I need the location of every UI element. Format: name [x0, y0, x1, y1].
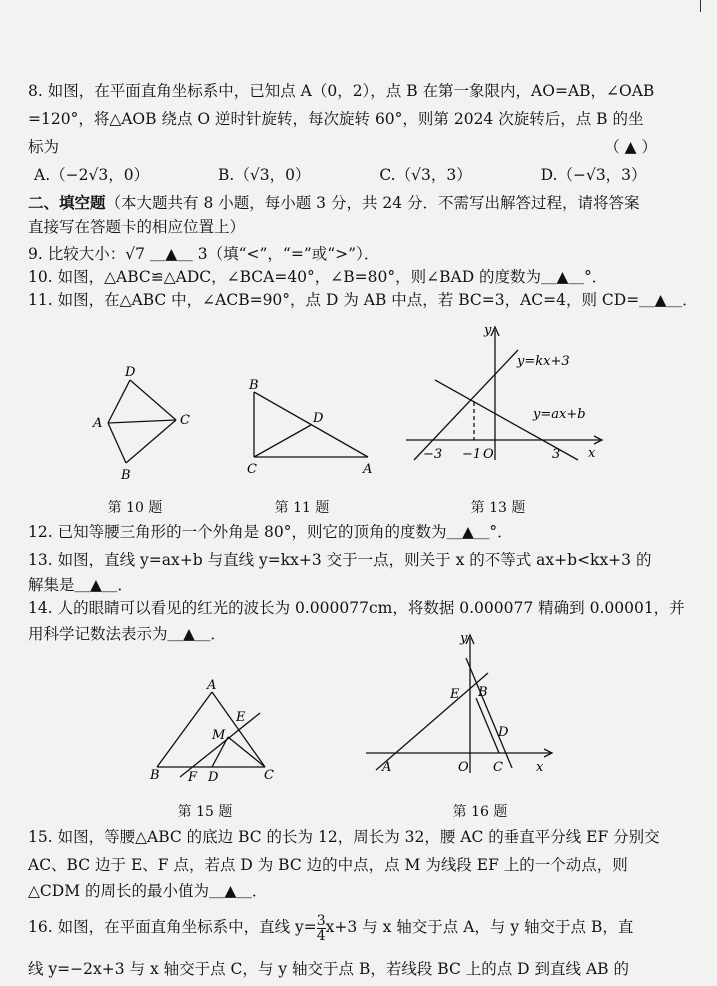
caption-fig11: 第 11 题 — [274, 500, 330, 516]
fig11-label-c: C — [247, 462, 257, 477]
fig13-tick-neg3: −3 — [423, 447, 443, 462]
q8-answer-mark: （ ▲ ） — [604, 138, 657, 156]
fig13-label-line1: y=kx+3 — [517, 354, 570, 369]
fig15-label-a: A — [207, 678, 217, 693]
q10: 10. 如图，△ABC≌△ADC，∠BCA=40°，∠B=80°，则∠BAD 的度数为＿▲＿°． — [28, 268, 608, 286]
q16-frac-den: 4 — [316, 927, 326, 944]
q16-prefix: 16. 如图，在平面直角坐标系中，直线 y= — [28, 918, 317, 936]
fig13-tick-3: 3 — [552, 447, 561, 462]
q8-option-b: B.（√3，0） — [218, 166, 311, 184]
q16-line1 — [28, 912, 687, 943]
figure-10 — [90, 360, 200, 485]
q16-suffix: x+3 与 x 轴交于点 A，与 y 轴交于点 B，直 — [325, 918, 634, 936]
q8-line3 — [28, 136, 687, 158]
q8-option-a: A.（−2√3，0） — [34, 166, 150, 184]
caption-fig16: 第 16 题 — [452, 804, 508, 820]
caption-fig15: 第 15 题 — [177, 804, 233, 820]
q13-line2: 解集是＿▲＿． — [28, 576, 133, 594]
q16-frac-num: 3 — [316, 912, 326, 929]
q8-option-d: D.（−√3，3） — [540, 166, 647, 184]
q16-line2: 线 y=−2x+3 与 x 轴交于点 C，与 y 轴交于点 B，若线段 BC 上的点 D 到直线 AB 的 — [28, 960, 629, 978]
fig13-tick-neg1: −1 — [462, 447, 482, 462]
q8-options — [34, 164, 687, 186]
q15-line3: △CDM 的周长的最小值为＿▲＿． — [28, 882, 268, 900]
fig10-label-b: B — [121, 468, 131, 483]
fig15-label-m: M — [212, 728, 226, 743]
figure-16 — [360, 628, 555, 778]
q8-line2: =120°，将△AOB 绕点 O 逆时针旋转，每次旋转 60°，则第 2024 次旋转后，点 B 的坐 — [28, 110, 644, 128]
q8-line1: 8. 如图，在平面直角坐标系中，已知点 A（0，2），点 B 在第一象限内，AO=AB，∠OAB — [28, 82, 655, 100]
fig13-label-y: y — [484, 323, 492, 338]
fig16-label-o: O — [458, 760, 469, 775]
fig15-label-f: F — [188, 770, 198, 785]
caption-fig13: 第 13 题 — [470, 500, 526, 516]
fig10-label-a: A — [93, 416, 103, 431]
fig16-label-d: D — [498, 725, 509, 740]
section2-desc1: （本大题共有 8 小题，每小题 3 分，共 24 分．不需写出解答过程，请将答案 — [105, 194, 640, 212]
fig16-label-c: C — [493, 760, 503, 775]
section2-desc2: 直接写在答题卡的相应位置上） — [28, 218, 246, 236]
q8-line3-text: 标为 — [28, 138, 60, 156]
figure-11 — [240, 375, 385, 480]
fig16-label-e: E — [450, 687, 460, 702]
fig13-label-x: x — [588, 446, 596, 461]
page-edge-mark — [700, 0, 701, 12]
q13-line1: 13. 如图，直线 y=ax+b 与直线 y=kx+3 交于一点，则关于 x 的不等式 ax+b<kx+3 的 — [28, 551, 652, 569]
q14-line1: 14. 人的眼睛可以看见的红光的波长为 0.000077cm，将数据 0.000077 精确到 0.00001，并 — [28, 599, 685, 617]
fig11-label-a: A — [363, 462, 373, 477]
fig16-label-x: x — [536, 760, 544, 775]
fig11-label-d: D — [313, 411, 324, 426]
figure-13 — [400, 320, 610, 470]
section2-header — [28, 192, 687, 214]
fig16-label-y: y — [460, 631, 468, 646]
fig15-label-d: D — [208, 770, 219, 785]
q12: 12. 已知等腰三角形的一个外角是 80°，则它的顶角的度数为＿▲＿°． — [28, 523, 513, 541]
fig15-label-e: E — [236, 710, 246, 725]
figure-15 — [140, 675, 290, 785]
fig16-label-b: B — [478, 685, 488, 700]
q15-line2: AC、BC 边于 E、F 点，若点 D 为 BC 边的中点，点 M 为线段 EF 上的一个动点，则 — [28, 856, 628, 874]
fig11-label-b: B — [249, 378, 259, 393]
fig16-label-a: A — [382, 760, 392, 775]
q15-line1: 15. 如图，等腰△ABC 的底边 BC 的长为 12，周长为 32，腰 AC 的垂直平分线 EF 分别交 — [28, 828, 660, 846]
q9: 9. 比较大小：√7 ＿▲＿ 3（填“<”，“=”或“>”）． — [28, 245, 380, 263]
fig13-origin: O — [483, 447, 494, 462]
q14-line2: 用科学记数法表示为＿▲＿． — [28, 625, 226, 643]
fig10-label-c: C — [180, 413, 190, 428]
q8-option-c: C.（√3，3） — [379, 166, 472, 184]
q16-fraction — [317, 914, 326, 943]
section2-title: 二、填空题 — [28, 193, 106, 212]
fig15-label-c: C — [264, 768, 274, 783]
fig10-label-d: D — [125, 365, 136, 380]
fig13-label-line2: y=ax+b — [533, 407, 586, 422]
caption-fig10: 第 10 题 — [107, 500, 163, 516]
fig15-label-b: B — [150, 768, 160, 783]
q11: 11. 如图，在△ABC 中，∠ACB=90°，点 D 为 AB 中点，若 BC=3，AC=4，则 CD=＿▲＿． — [28, 291, 698, 309]
